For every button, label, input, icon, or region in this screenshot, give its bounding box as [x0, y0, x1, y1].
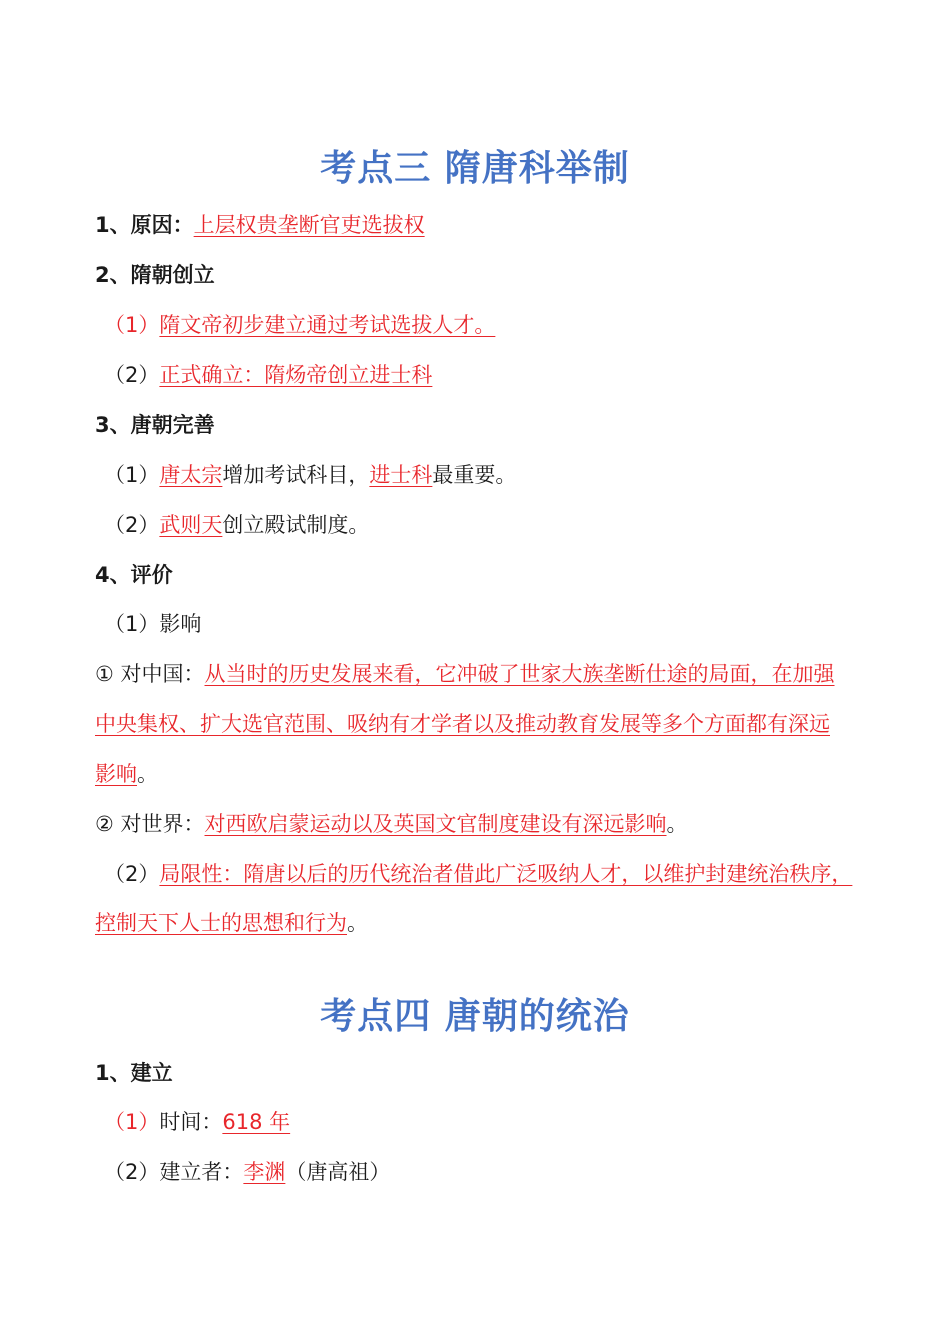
answer-text: 局限性：隋唐以后的历代统治者借此广泛吸纳人才，以维护封建统治秩序， — [159, 862, 853, 886]
sub-number: （1） — [104, 313, 160, 337]
answer-text: 唐太宗 — [159, 463, 223, 487]
answer-text: 武则天 — [159, 513, 223, 537]
sub-item — [104, 1157, 895, 1187]
sub-item — [104, 360, 895, 390]
answer-text: 上层权贵垄断官吏选拔权 — [193, 213, 425, 237]
body-text: ② 对世界： — [95, 812, 205, 836]
limitation — [104, 859, 895, 889]
impact-china-cont — [95, 759, 895, 789]
answer-text: 从当时的历史发展来看，它冲破了世家大族垄断仕途的局面，在加强 — [204, 662, 835, 686]
section-title: 考点四 唐朝的统治 — [320, 996, 630, 1037]
answer-text: 影响 — [95, 762, 137, 786]
sub-item — [104, 310, 895, 340]
limitation-cont — [95, 908, 895, 938]
impact-china — [95, 659, 895, 689]
body-text: 创立殿试制度。 — [222, 513, 370, 537]
answer-text: 中央集权、扩大选官范围、吸纳有才学者以及推动教育发展等多个方面都有深远 — [95, 712, 830, 736]
body-text: 。 — [347, 911, 368, 935]
answer-text: 控制天下人士的思想和行为 — [95, 911, 347, 935]
sub-number: （2） — [104, 1160, 160, 1184]
impact-world — [95, 809, 895, 839]
answer-text: 李渊 — [243, 1160, 286, 1184]
sub-item — [104, 1107, 895, 1137]
sub-number: （1） — [104, 1110, 160, 1134]
body-text: 建立者： — [159, 1160, 244, 1184]
body-text: （唐高祖） — [285, 1160, 391, 1184]
sub-item — [104, 460, 895, 490]
body-text: ① 对中国： — [95, 662, 205, 686]
body-text: 时间： — [159, 1110, 223, 1134]
answer-text: 618 年 — [222, 1110, 291, 1134]
sub-item — [104, 510, 895, 540]
body-text: 。 — [137, 762, 158, 786]
sub-number: （2） — [104, 862, 160, 886]
item-heading: 3、唐朝完善 — [95, 413, 215, 437]
item-heading: 4、评价 — [95, 563, 173, 587]
sub-number: （2） — [104, 513, 160, 537]
sub-number: （2） — [104, 363, 160, 387]
sub-number: （1） — [104, 463, 160, 487]
item-label: 1、原因： — [95, 213, 194, 237]
body-text: 最重要。 — [432, 463, 517, 487]
answer-text: 对西欧启蒙运动以及英国文官制度建设有深远影响 — [204, 812, 667, 836]
body-text: 。 — [666, 812, 688, 836]
impact-china-cont — [95, 709, 895, 739]
section-title: 考点三 隋唐科举制 — [320, 148, 630, 189]
sub-number: （1） — [104, 612, 160, 636]
body-text: 影响 — [159, 612, 202, 636]
sub-item — [104, 609, 895, 639]
item-cause — [95, 210, 895, 240]
answer-text: 正式确立：隋炀帝创立进士科 — [159, 363, 433, 387]
answer-text: 隋文帝初步建立通过考试选拔人才。 — [159, 313, 496, 337]
body-text: 增加考试科目， — [222, 463, 370, 487]
item-heading: 2、隋朝创立 — [95, 263, 215, 287]
item-heading: 1、建立 — [95, 1061, 173, 1085]
answer-text: 进士科 — [369, 463, 433, 487]
